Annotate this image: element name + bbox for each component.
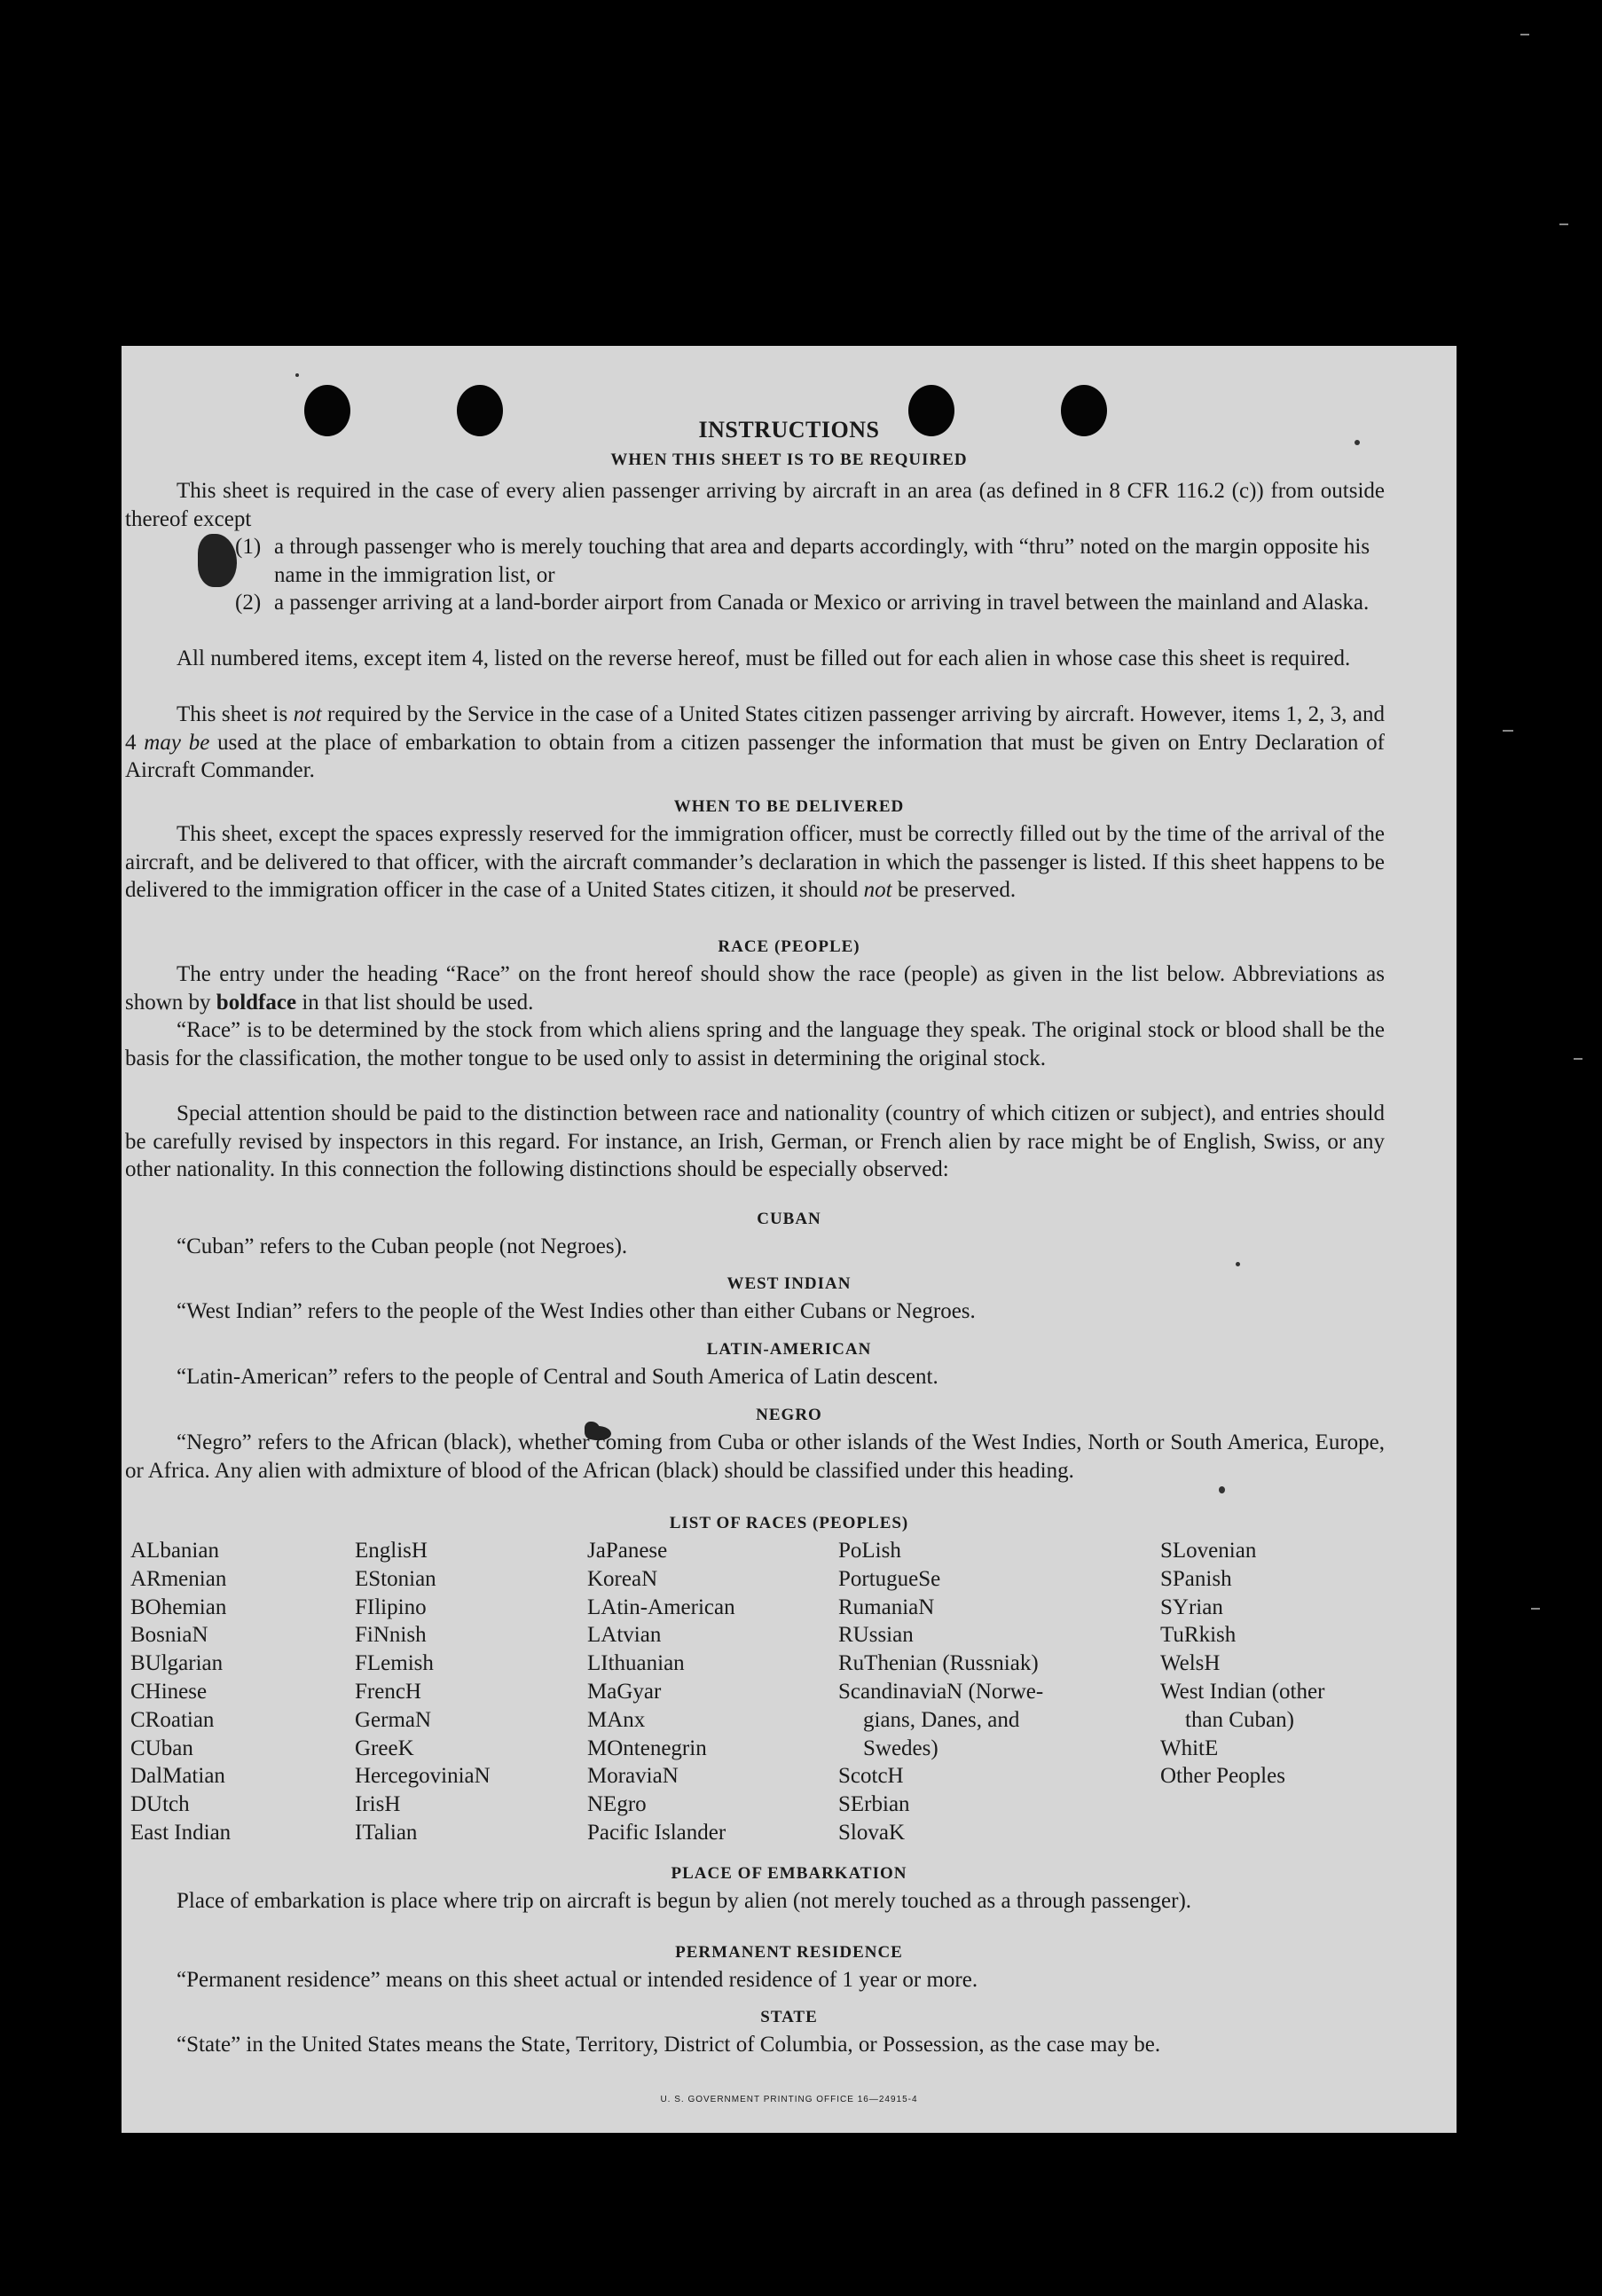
race-item: KoreaN — [587, 1566, 658, 1591]
para-embarkation: Place of embarkation is place where trip on aircraft is begun by alien (not merely touched as a through passenger). — [177, 1889, 1192, 1913]
para-latin-american: “Latin-American” refers to the people of Central and South America of Latin descent. — [177, 1365, 938, 1389]
para-state: “State” in the United States means the State, Territory, District of Columbia, or Possession, as the case may be. — [177, 2033, 1161, 2057]
race-item: HercegoviniaN — [355, 1764, 491, 1789]
race-item: CUban — [130, 1736, 193, 1760]
para-cuban: “Cuban” refers to the Cuban people (not Negroes). — [177, 1234, 628, 1258]
list-item-number: (2) — [235, 591, 262, 615]
race-item: TuRkish — [1160, 1623, 1237, 1648]
para-required-intro: This sheet is required in the case of every alien passenger arriving by aircraft in an area (as defined in 8 CFR 116.2 (c)) from outside thereof except — [125, 479, 1385, 531]
race-item: ITalian — [355, 1820, 418, 1845]
scan-mark — [1503, 730, 1513, 732]
race-item: RuThenian (Russniak) — [838, 1651, 1039, 1676]
race-item: ARmenian — [130, 1566, 227, 1591]
race-item: ScandinaviaN (Norwe- — [838, 1679, 1044, 1704]
para-race-3: Special attention should be paid to the distinction between race and nationality (country of which citizen or subject), and entries should be carefully revised by inspectors in this regard. For instance, an Irish, German, or French alien by race might be of English, Swiss, or any other nationality. In this connection the following distinctions should be especially observed: — [125, 1101, 1385, 1181]
para-numbered-items: All numbered items, except item 4, listed on the reverse hereof, must be filled out for each alien in whose case this sheet is required. — [177, 646, 1351, 670]
para-race-2: “Race” is to be determined by the stock from which aliens spring and the language they speak. The original stock or blood shall be the basis for the classification, the mother tongue to be used only to assist in determining the original stock. — [125, 1018, 1385, 1070]
heading-race: RACE (PEOPLE) — [718, 937, 860, 956]
race-item: gians, Danes, and — [863, 1707, 1020, 1732]
race-item: RumaniaN — [838, 1595, 935, 1619]
instruction-sheet — [122, 346, 1457, 2133]
race-item: East Indian — [130, 1820, 232, 1845]
scan-mark — [1574, 1058, 1582, 1060]
para-race-1: The entry under the heading “Race” on the front hereof should show the race (people) as given in the list below. Abbreviations as shown by boldface in that list should be used. — [125, 962, 1385, 1015]
race-item: SlovaK — [838, 1820, 905, 1845]
races-column-2 — [355, 1537, 491, 1847]
list-item-1 — [235, 533, 1383, 589]
heading-list-of-races: LIST OF RACES (PEOPLES) — [669, 1514, 909, 1532]
race-item: SPanish — [1160, 1566, 1232, 1591]
scan-mark — [1531, 1608, 1540, 1610]
races-column-1 — [130, 1537, 231, 1847]
race-item: FrencH — [355, 1679, 421, 1704]
race-item: Other Peoples — [1160, 1764, 1285, 1789]
race-item: LAtvian — [587, 1623, 662, 1648]
race-item: WelsH — [1160, 1651, 1221, 1676]
para-citizen-passenger: This sheet is not required by the Service in the case of a United States citizen passenger arriving by aircraft. However, items 1, 2, 3, and 4 may be used at the place of embarkation to obtain from a citizen passenger the information that must be given on Entry Declaration of Aircraft Commander. — [125, 702, 1386, 782]
races-column-5 — [1160, 1537, 1324, 1791]
ink-blot — [198, 534, 237, 587]
document-title: INSTRUCTIONS — [698, 417, 880, 443]
para-permanent-residence: “Permanent residence” means on this sheet actual or intended residence of 1 year or more. — [177, 1968, 978, 1992]
list-item-2 — [235, 589, 1383, 617]
heading-state: STATE — [760, 2008, 818, 2026]
heading-permanent-residence: PERMANENT RESIDENCE — [675, 1943, 903, 1962]
printing-office-imprint: U. S. GOVERNMENT PRINTING OFFICE 16—24915-4 — [660, 2095, 918, 2104]
race-item: ALbanian — [130, 1539, 219, 1563]
race-item: GermaN — [355, 1707, 432, 1732]
heading-when-delivered: WHEN TO BE DELIVERED — [673, 797, 905, 816]
race-item: MOntenegrin — [587, 1736, 707, 1760]
race-item: DUtch — [130, 1792, 190, 1817]
list-item-number: (1) — [235, 535, 262, 559]
races-column-3 — [587, 1537, 735, 1847]
heading-latin-american: LATIN-AMERICAN — [706, 1340, 872, 1359]
race-item: Swedes) — [863, 1736, 938, 1760]
race-item: MaGyar — [587, 1679, 662, 1704]
race-item: FIlipino — [355, 1595, 427, 1619]
heading-when-required: WHEN THIS SHEET IS TO BE REQUIRED — [610, 451, 968, 469]
race-item: LAtin-American — [587, 1595, 735, 1619]
race-item: BUlgarian — [130, 1651, 224, 1676]
races-column-4 — [838, 1537, 1043, 1847]
race-item: DalMatian — [130, 1764, 225, 1789]
race-item: CHinese — [130, 1679, 208, 1704]
race-item: ScotcH — [838, 1764, 904, 1789]
heading-cuban: CUBAN — [757, 1210, 821, 1228]
list-item-text: a passenger arriving at a land-border airport from Canada or Mexico or arriving in travel between the mainland and Alaska. — [274, 591, 1370, 615]
race-item: Pacific Islander — [587, 1820, 726, 1845]
race-item: GreeK — [355, 1736, 414, 1760]
scan-mark — [1559, 223, 1568, 225]
race-item: than Cuban) — [1185, 1707, 1294, 1732]
list-item-text: a through passenger who is merely touching that area and departs accordingly, with “thru” noted on the margin opposite his name in the immigration list, or — [274, 535, 1370, 587]
race-item: FiNnish — [355, 1623, 427, 1648]
race-item: RUssian — [838, 1623, 914, 1648]
race-item: JaPanese — [587, 1539, 668, 1563]
race-item: EnglisH — [355, 1539, 428, 1563]
race-item: BosniaN — [130, 1623, 208, 1648]
speck — [1219, 1486, 1225, 1493]
speck — [295, 373, 299, 377]
race-item: CRoatian — [130, 1707, 215, 1732]
race-item: PoLish — [838, 1539, 901, 1563]
race-item: SLovenian — [1160, 1539, 1257, 1563]
para-negro: “Negro” refers to the African (black), whether coming from Cuba or other islands of the West Indies, North or South America, Europe, or Africa. Any alien with admixture of blood of the African (black) should be classified under this heading. — [125, 1430, 1385, 1483]
scan-mark — [1520, 34, 1529, 35]
race-item: MAnx — [587, 1707, 646, 1732]
race-item: SErbian — [838, 1792, 910, 1817]
heading-negro: NEGRO — [756, 1406, 822, 1424]
race-item: SYrian — [1160, 1595, 1223, 1619]
race-item: PortugueSe — [838, 1566, 941, 1591]
race-item: FLemish — [355, 1651, 434, 1676]
para-delivered: This sheet, except the spaces expressly reserved for the immigration officer, must be correctly filled out by the time of the arrival of the aircraft, and be delivered to that officer, with the aircraft commander’s declaration in which the passenger is listed. If this sheet happens to be delivered to the immigration officer in the case of a United States citizen, it should not be preserved. — [125, 822, 1385, 902]
heading-place-of-embarkation: PLACE OF EMBARKATION — [671, 1864, 907, 1883]
race-item: EStonian — [355, 1566, 436, 1591]
speck — [1236, 1262, 1240, 1266]
race-item: BOhemian — [130, 1595, 227, 1619]
race-item: MoraviaN — [587, 1764, 679, 1789]
race-item: NEgro — [587, 1792, 647, 1817]
race-item: West Indian (other — [1160, 1679, 1325, 1704]
race-item: IrisH — [355, 1792, 401, 1817]
heading-west-indian: WEST INDIAN — [726, 1274, 852, 1293]
race-item: WhitE — [1160, 1736, 1219, 1760]
para-west-indian: “West Indian” refers to the people of the West Indies other than either Cubans or Negroes. — [177, 1299, 976, 1323]
race-item: LIthuanian — [587, 1651, 685, 1676]
